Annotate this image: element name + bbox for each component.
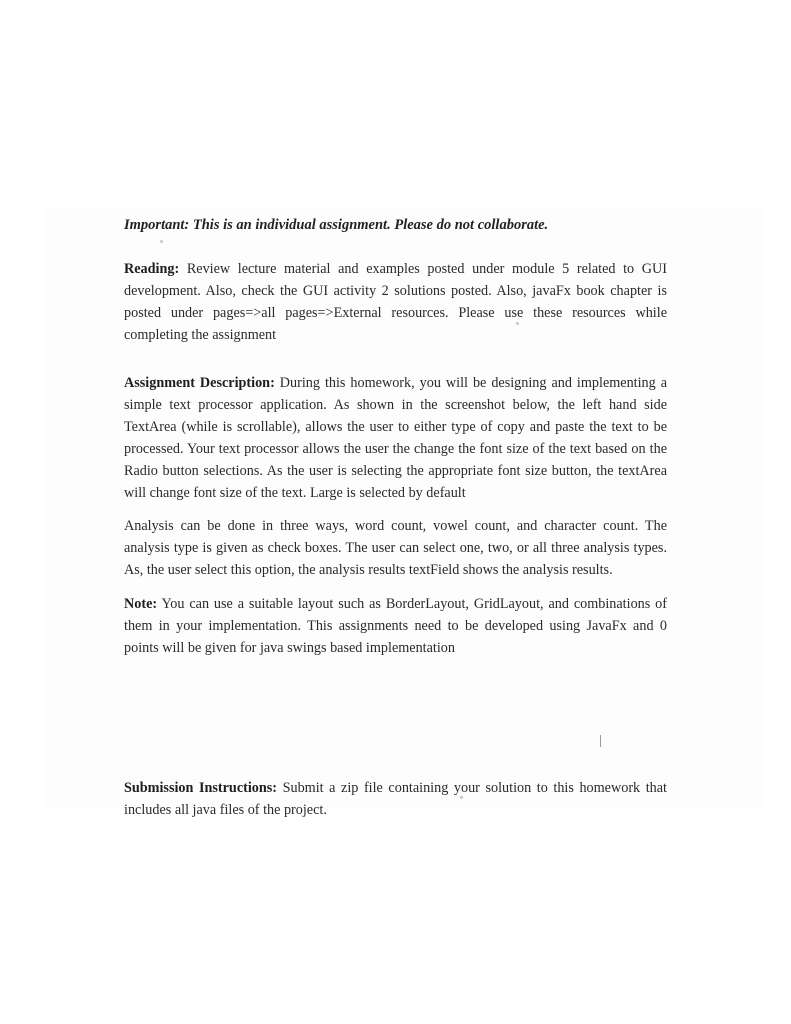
analysis-section — [124, 515, 667, 581]
submission-section — [124, 777, 667, 821]
assignment-description-label: Assignment Description: — [124, 375, 275, 391]
note-label: Note: — [124, 596, 158, 612]
reading-label: Reading: — [124, 261, 180, 277]
note-text: You can use a suitable layout such as BorderLayout, GridLayout, and combinations of them in your implementation. This assignments need to be developed using JavaFx and 0 points will be given for java swings based implementation — [124, 596, 667, 656]
note-section — [124, 593, 667, 659]
assignment-description-text: During this homework, you will be designing and implementing a simple text processor application. As shown in the screenshot below, the left hand side TextArea (while is scrollable), allows the user to either type of copy and paste the text to be processed. Your text processor allows the user the change the font size of the text based on the Radio button selections. As the user is selecting the appropriate font size button, the textArea will change font size of the text. Large is selected by default — [124, 375, 668, 501]
analysis-text: Analysis can be done in three ways, word count, vowel count, and character count. The analysis type is given as check boxes. The user can select one, two, or all three analysis types. As, the user select this option, the analysis results textField shows the analysis results. — [124, 518, 667, 578]
reading-text: Review lecture material and examples posted under module 5 related to GUI development. Also, check the GUI activity 2 solutions posted. Also, javaFx book chapter is posted under pages=>all pages=>External resources. Please use these resources while completing the assignment — [124, 261, 667, 343]
submission-label: Submission Instructions: — [124, 780, 278, 796]
assignment-document — [124, 214, 667, 821]
important-notice: Important: This is an individual assignment. Please do not collaborate. — [124, 217, 549, 233]
submission-text: Submit a zip file containing your solution to this homework that includes all java files of the project. — [124, 780, 667, 818]
assignment-description-section — [124, 372, 667, 504]
reading-section — [124, 258, 667, 346]
